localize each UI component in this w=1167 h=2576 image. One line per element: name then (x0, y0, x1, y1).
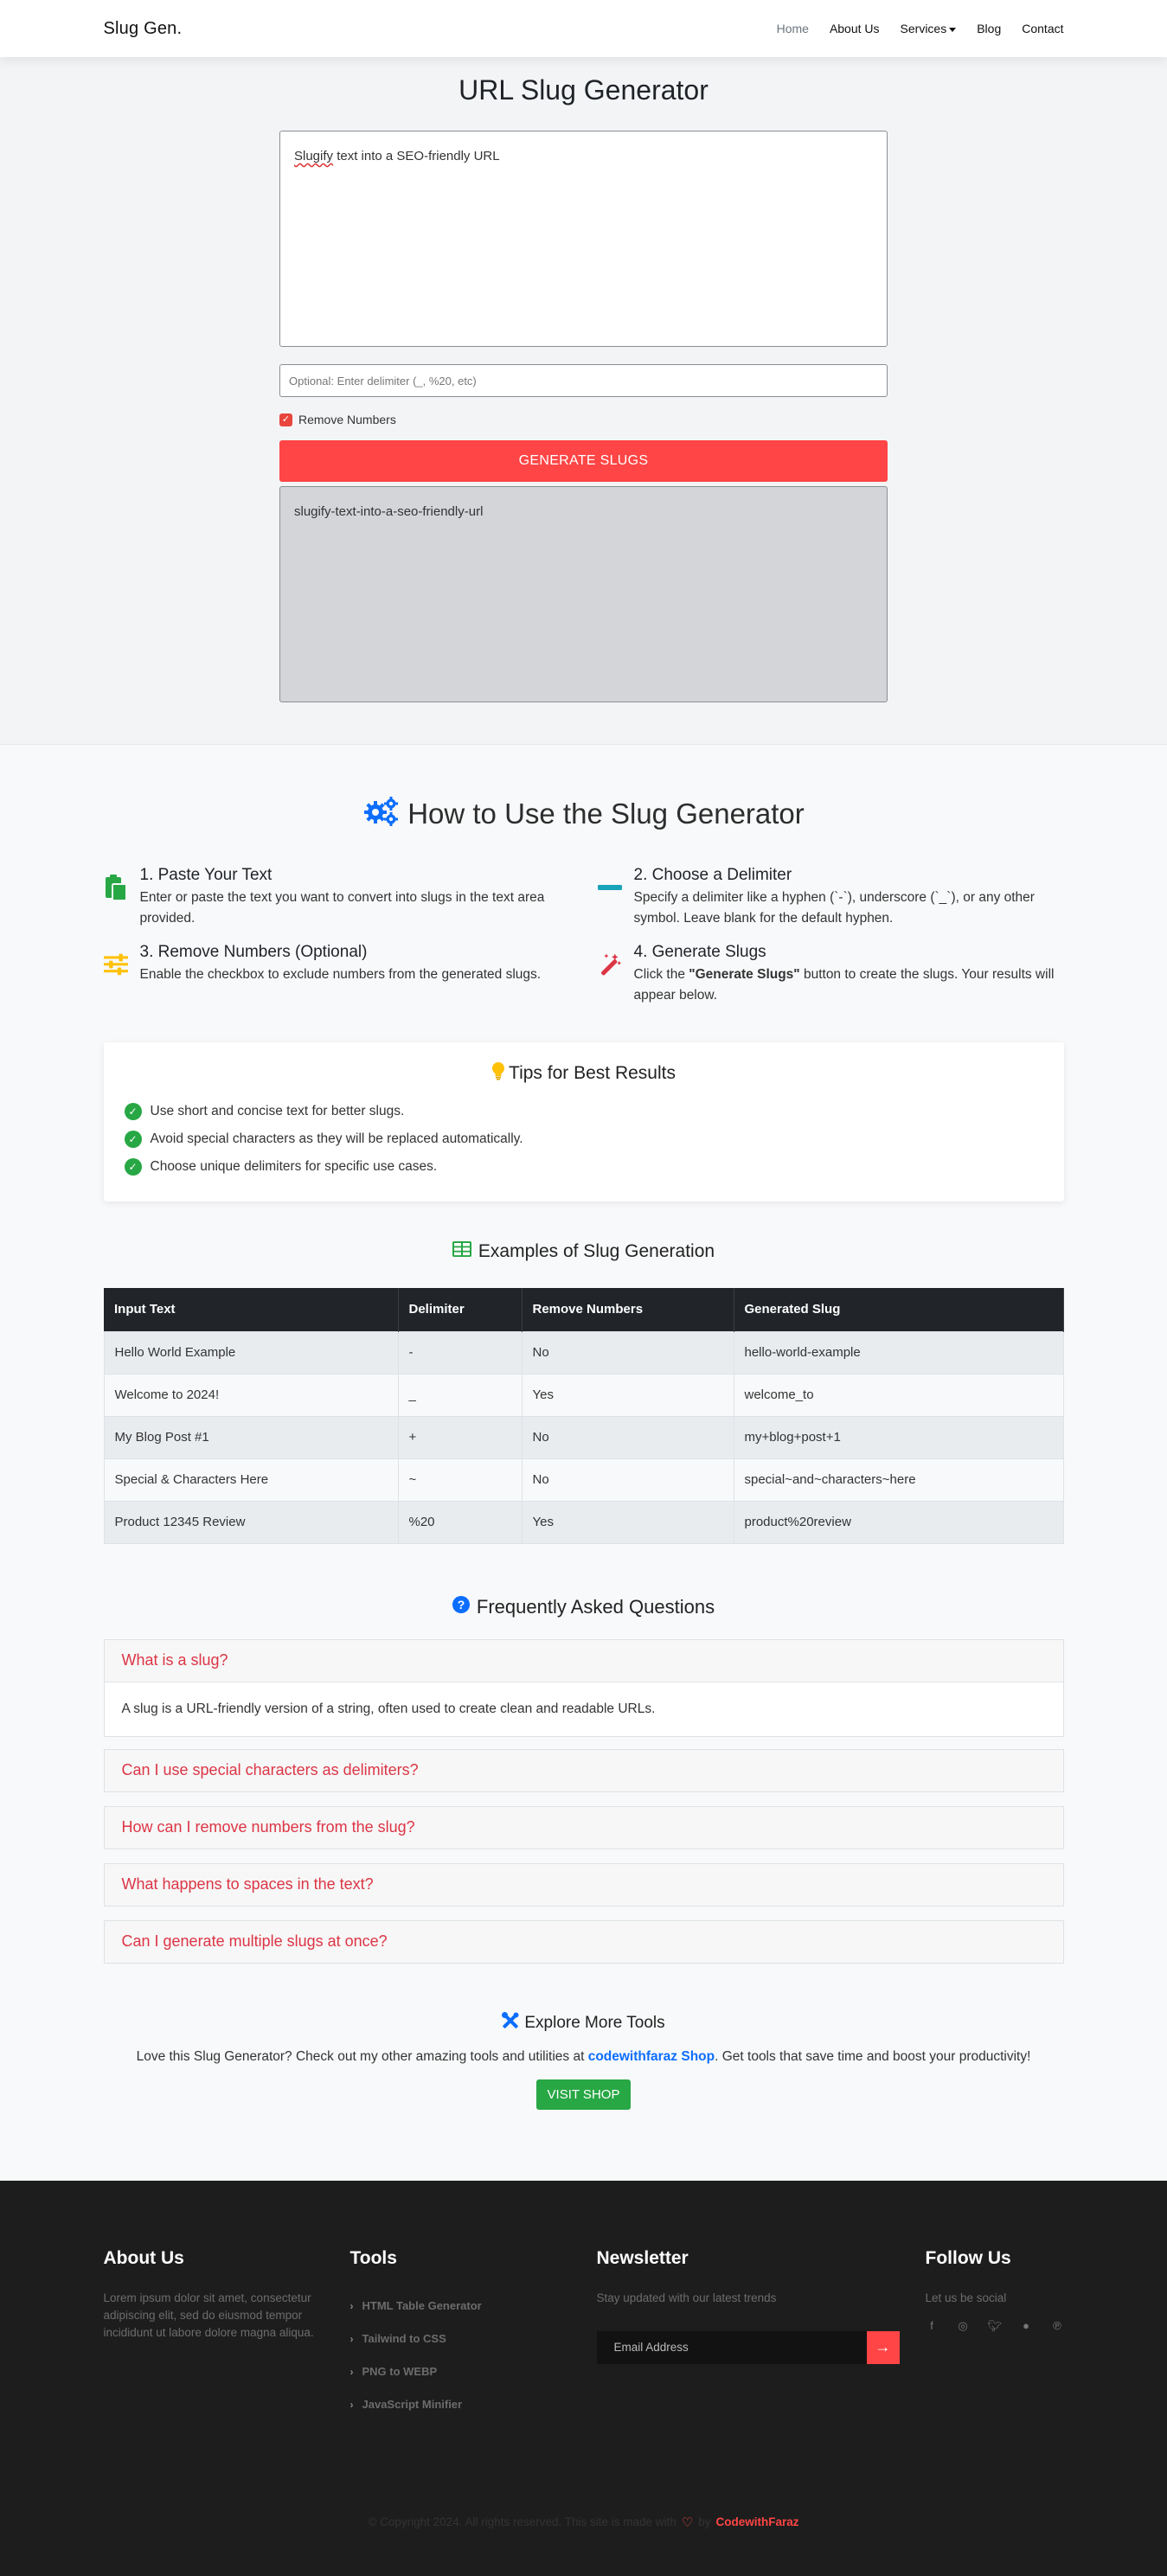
remove-numbers-checkbox[interactable]: ✓ (279, 413, 292, 426)
table-cell: %20 (398, 1501, 522, 1543)
clipboard-icon (104, 873, 128, 902)
table-cell: Welcome to 2024! (104, 1374, 398, 1416)
step-title: 3. Remove Numbers (Optional) (139, 943, 368, 961)
table-row (104, 1501, 1063, 1543)
step-text-pre: Click the (633, 967, 689, 982)
table-cell: product%20review (734, 1501, 1063, 1543)
sliders-icon (104, 950, 128, 979)
minus-icon (598, 873, 622, 902)
nav-services[interactable] (901, 22, 957, 35)
nav-about[interactable]: About Us (829, 22, 880, 35)
more-tools-text (108, 2047, 1060, 2067)
tip-item (125, 1098, 1043, 1125)
table-cell: hello-world-example (734, 1331, 1063, 1374)
how-to-title (104, 795, 1064, 833)
copyright-by: by (698, 2515, 711, 2528)
footer-about-text: Lorem ipsum dolor sit amet, consectetur adipiscing elit, sed do eiusmod tempor incididunt ut labore dolore magna aliqua. (103, 2291, 314, 2339)
table-cell: No (522, 1458, 734, 1501)
remove-numbers-row (279, 413, 888, 426)
check-circle-icon: ✓ (125, 1158, 142, 1176)
table-header-row (104, 1288, 1063, 1331)
misspelled-word: Slugify (294, 149, 334, 163)
tips-card (104, 1042, 1064, 1201)
tip-item (125, 1125, 1043, 1153)
table-row (104, 1374, 1063, 1416)
chevron-right-icon: › (349, 2299, 354, 2312)
navbar (0, 0, 1167, 57)
step-text (634, 964, 1064, 1006)
step-text: Enter or paste the text you want to convert into slugs in the text area provided. (139, 890, 545, 926)
tips-title-text: Tips for Best Results (509, 1063, 676, 1083)
tips-title (125, 1061, 1043, 1086)
examples-title (104, 1241, 1064, 1262)
magic-wand-icon (598, 950, 622, 979)
column-header: Remove Numbers (522, 1288, 734, 1331)
twitter-icon[interactable]: 🐦︎ (987, 2318, 1003, 2332)
table-cell: No (522, 1416, 734, 1458)
footer-tool-link[interactable] (350, 2323, 597, 2355)
tip-text: Choose unique delimiters for specific use cases. (150, 1159, 438, 1174)
gears-icon (362, 795, 399, 833)
check-circle-icon: ✓ (125, 1131, 142, 1148)
email-field[interactable]: Email Address (597, 2331, 867, 2364)
footer-tool-label: Tailwind to CSS (362, 2332, 446, 2345)
step-paste (104, 866, 570, 929)
text-input[interactable] (279, 131, 888, 347)
subscribe-button[interactable] (867, 2331, 900, 2364)
step-title: 4. Generate Slugs (633, 943, 766, 961)
table-cell: _ (398, 1374, 522, 1416)
footer-follow-title: Follow Us (925, 2247, 1011, 2268)
table-cell: Yes (522, 1501, 734, 1543)
step-remove-numbers (104, 943, 570, 1006)
chevron-right-icon: › (349, 2332, 354, 2345)
footer-about-title: About Us (103, 2247, 184, 2268)
generate-slugs-button[interactable]: GENERATE SLUGS (279, 440, 888, 482)
footer-follow (926, 2248, 1064, 2421)
tip-text: Use short and concise text for better slugs. (150, 1104, 405, 1118)
table-cell: + (398, 1416, 522, 1458)
step-text: Specify a delimiter like a hyphen (`-`), underscore (`_`), or any other symbol. Leave blank for the default hyphen. (633, 890, 1035, 926)
text-input-rest: text into a SEO-friendly URL (333, 149, 500, 163)
step-text-post: button to create the slugs. Your results will appear below. (633, 967, 1055, 1003)
footer-tool-link[interactable] (350, 2388, 597, 2421)
table-cell: My Blog Post #1 (104, 1416, 398, 1458)
faq-answer: A slug is a URL-friendly version of a string, often used to create clean and readable URLs. (105, 1682, 1063, 1736)
table-row (104, 1458, 1063, 1501)
caret-down-icon (949, 28, 956, 32)
footer-newsletter-title: Newsletter (596, 2247, 689, 2268)
visit-shop-button[interactable]: VISIT SHOP (536, 2079, 632, 2110)
footer-tool-link[interactable] (350, 2290, 597, 2323)
footer-tool-label: JavaScript Minifier (362, 2398, 463, 2411)
faq-item (104, 1639, 1064, 1737)
delimiter-input[interactable]: Optional: Enter delimiter (_, %20, etc) (279, 364, 888, 397)
more-tools-section (104, 1977, 1064, 2155)
nav-links (777, 22, 1064, 35)
faq-question[interactable]: What happens to spaces in the text? (121, 1875, 374, 1893)
chevron-right-icon: › (349, 2365, 354, 2378)
step-generate (598, 943, 1064, 1006)
slug-output[interactable]: slugify-text-into-a-seo-friendly-url (279, 486, 888, 702)
svg-text:?: ? (457, 1597, 465, 1612)
tip-text: Avoid special characters as they will be replaced automatically. (150, 1131, 523, 1146)
footer-newsletter-text: Stay updated with our latest trends (596, 2291, 777, 2304)
step-title: 1. Paste Your Text (139, 866, 273, 884)
faq-title-text: Frequently Asked Questions (476, 1595, 715, 1618)
heart-icon: ♡ (681, 2515, 694, 2530)
shop-link[interactable]: codewithfaraz Shop (587, 2048, 715, 2064)
more-tools-title (104, 2012, 1064, 2035)
pinterest-icon[interactable]: ℗ (1053, 2318, 1061, 2332)
table-cell: Yes (522, 1374, 734, 1416)
examples-table (104, 1288, 1064, 1544)
step-title: 2. Choose a Delimiter (633, 866, 792, 884)
table-cell: special~and~characters~here (734, 1458, 1063, 1501)
nav-contact[interactable]: Contact (1022, 22, 1064, 35)
examples-section (104, 1201, 1064, 1544)
step-text: Enable the checkbox to exclude numbers from the generated slugs. (139, 967, 542, 982)
table-cell: ~ (398, 1458, 522, 1501)
footer-tools (350, 2248, 597, 2421)
github-icon[interactable]: ● (1023, 2318, 1029, 2332)
faq-question[interactable]: What is a slug? (121, 1651, 228, 1669)
slug-tool-section (0, 57, 1167, 745)
social-links (926, 2319, 1064, 2333)
copyright (104, 2515, 1064, 2530)
faq-question[interactable]: Can I use special characters as delimiters? (121, 1761, 419, 1778)
footer-follow-text: Let us be social (925, 2291, 1007, 2304)
faq-item (104, 1863, 1064, 1906)
faq-question[interactable]: How can I remove numbers from the slug? (121, 1818, 415, 1836)
newsletter-form (597, 2331, 900, 2364)
table-cell: Product 12345 Review (104, 1501, 398, 1543)
copyright-text: © Copyright 2024. All rights reserved. This site is made with (368, 2515, 676, 2528)
facebook-icon[interactable]: f (930, 2318, 933, 2332)
tip-item (125, 1153, 1043, 1181)
arrow-right-icon: → (875, 2338, 891, 2355)
table-row (104, 1416, 1063, 1458)
step-delimiter (598, 866, 1064, 929)
how-to-title-text: How to Use the Slug Generator (407, 798, 805, 830)
nav-blog[interactable]: Blog (977, 22, 1002, 35)
footer-tool-link[interactable] (350, 2355, 597, 2388)
faq-item (104, 1806, 1064, 1849)
footer-about (104, 2248, 350, 2421)
step-text-bold: "Generate Slugs" (689, 967, 800, 982)
more-text-post: . Get tools that save time and boost your productivity! (715, 2048, 1031, 2064)
lightbulb-icon (491, 1061, 505, 1086)
table-cell: Hello World Example (104, 1331, 398, 1374)
faq-item (104, 1749, 1064, 1792)
table-cell: welcome_to (734, 1374, 1063, 1416)
remove-numbers-label[interactable]: Remove Numbers (298, 413, 396, 426)
copyright-brand-link[interactable]: CodewithFaraz (715, 2515, 799, 2528)
column-header: Generated Slug (734, 1288, 1063, 1331)
faq-title (104, 1596, 1064, 1618)
more-text-pre: Love this Slug Generator? Check out my other amazing tools and utilities at (136, 2048, 588, 2064)
faq-question[interactable]: Can I generate multiple slugs at once? (121, 1932, 388, 1950)
instagram-icon[interactable]: ◎ (958, 2318, 968, 2332)
nav-services-label: Services (900, 22, 947, 35)
table-cell: my+blog+post+1 (734, 1416, 1063, 1458)
chevron-right-icon: › (349, 2398, 354, 2411)
footer-tools-title: Tools (349, 2247, 397, 2268)
footer-tool-label: PNG to WEBP (362, 2365, 438, 2378)
tools-icon (502, 2012, 519, 2035)
table-cell: Special & Characters Here (104, 1458, 398, 1501)
nav-home[interactable]: Home (776, 22, 809, 35)
table-icon (452, 1241, 471, 1262)
column-header: Delimiter (398, 1288, 522, 1331)
more-tools-title-text: Explore More Tools (524, 2013, 665, 2032)
how-to-section (0, 745, 1167, 2181)
examples-title-text: Examples of Slug Generation (478, 1241, 715, 1261)
faq-section (104, 1544, 1064, 1964)
column-header: Input Text (104, 1288, 398, 1331)
steps-grid (104, 866, 1064, 1006)
check-circle-icon: ✓ (125, 1103, 142, 1120)
table-cell: No (522, 1331, 734, 1374)
table-row (104, 1331, 1063, 1374)
table-cell: - (398, 1331, 522, 1374)
footer-newsletter (597, 2248, 926, 2421)
faq-item (104, 1920, 1064, 1964)
footer (0, 2181, 1167, 2576)
footer-tool-label: HTML Table Generator (362, 2299, 482, 2312)
page-title: URL Slug Generator (458, 74, 709, 106)
brand-logo[interactable]: Slug Gen. (103, 18, 183, 38)
question-circle-icon (452, 1596, 470, 1618)
